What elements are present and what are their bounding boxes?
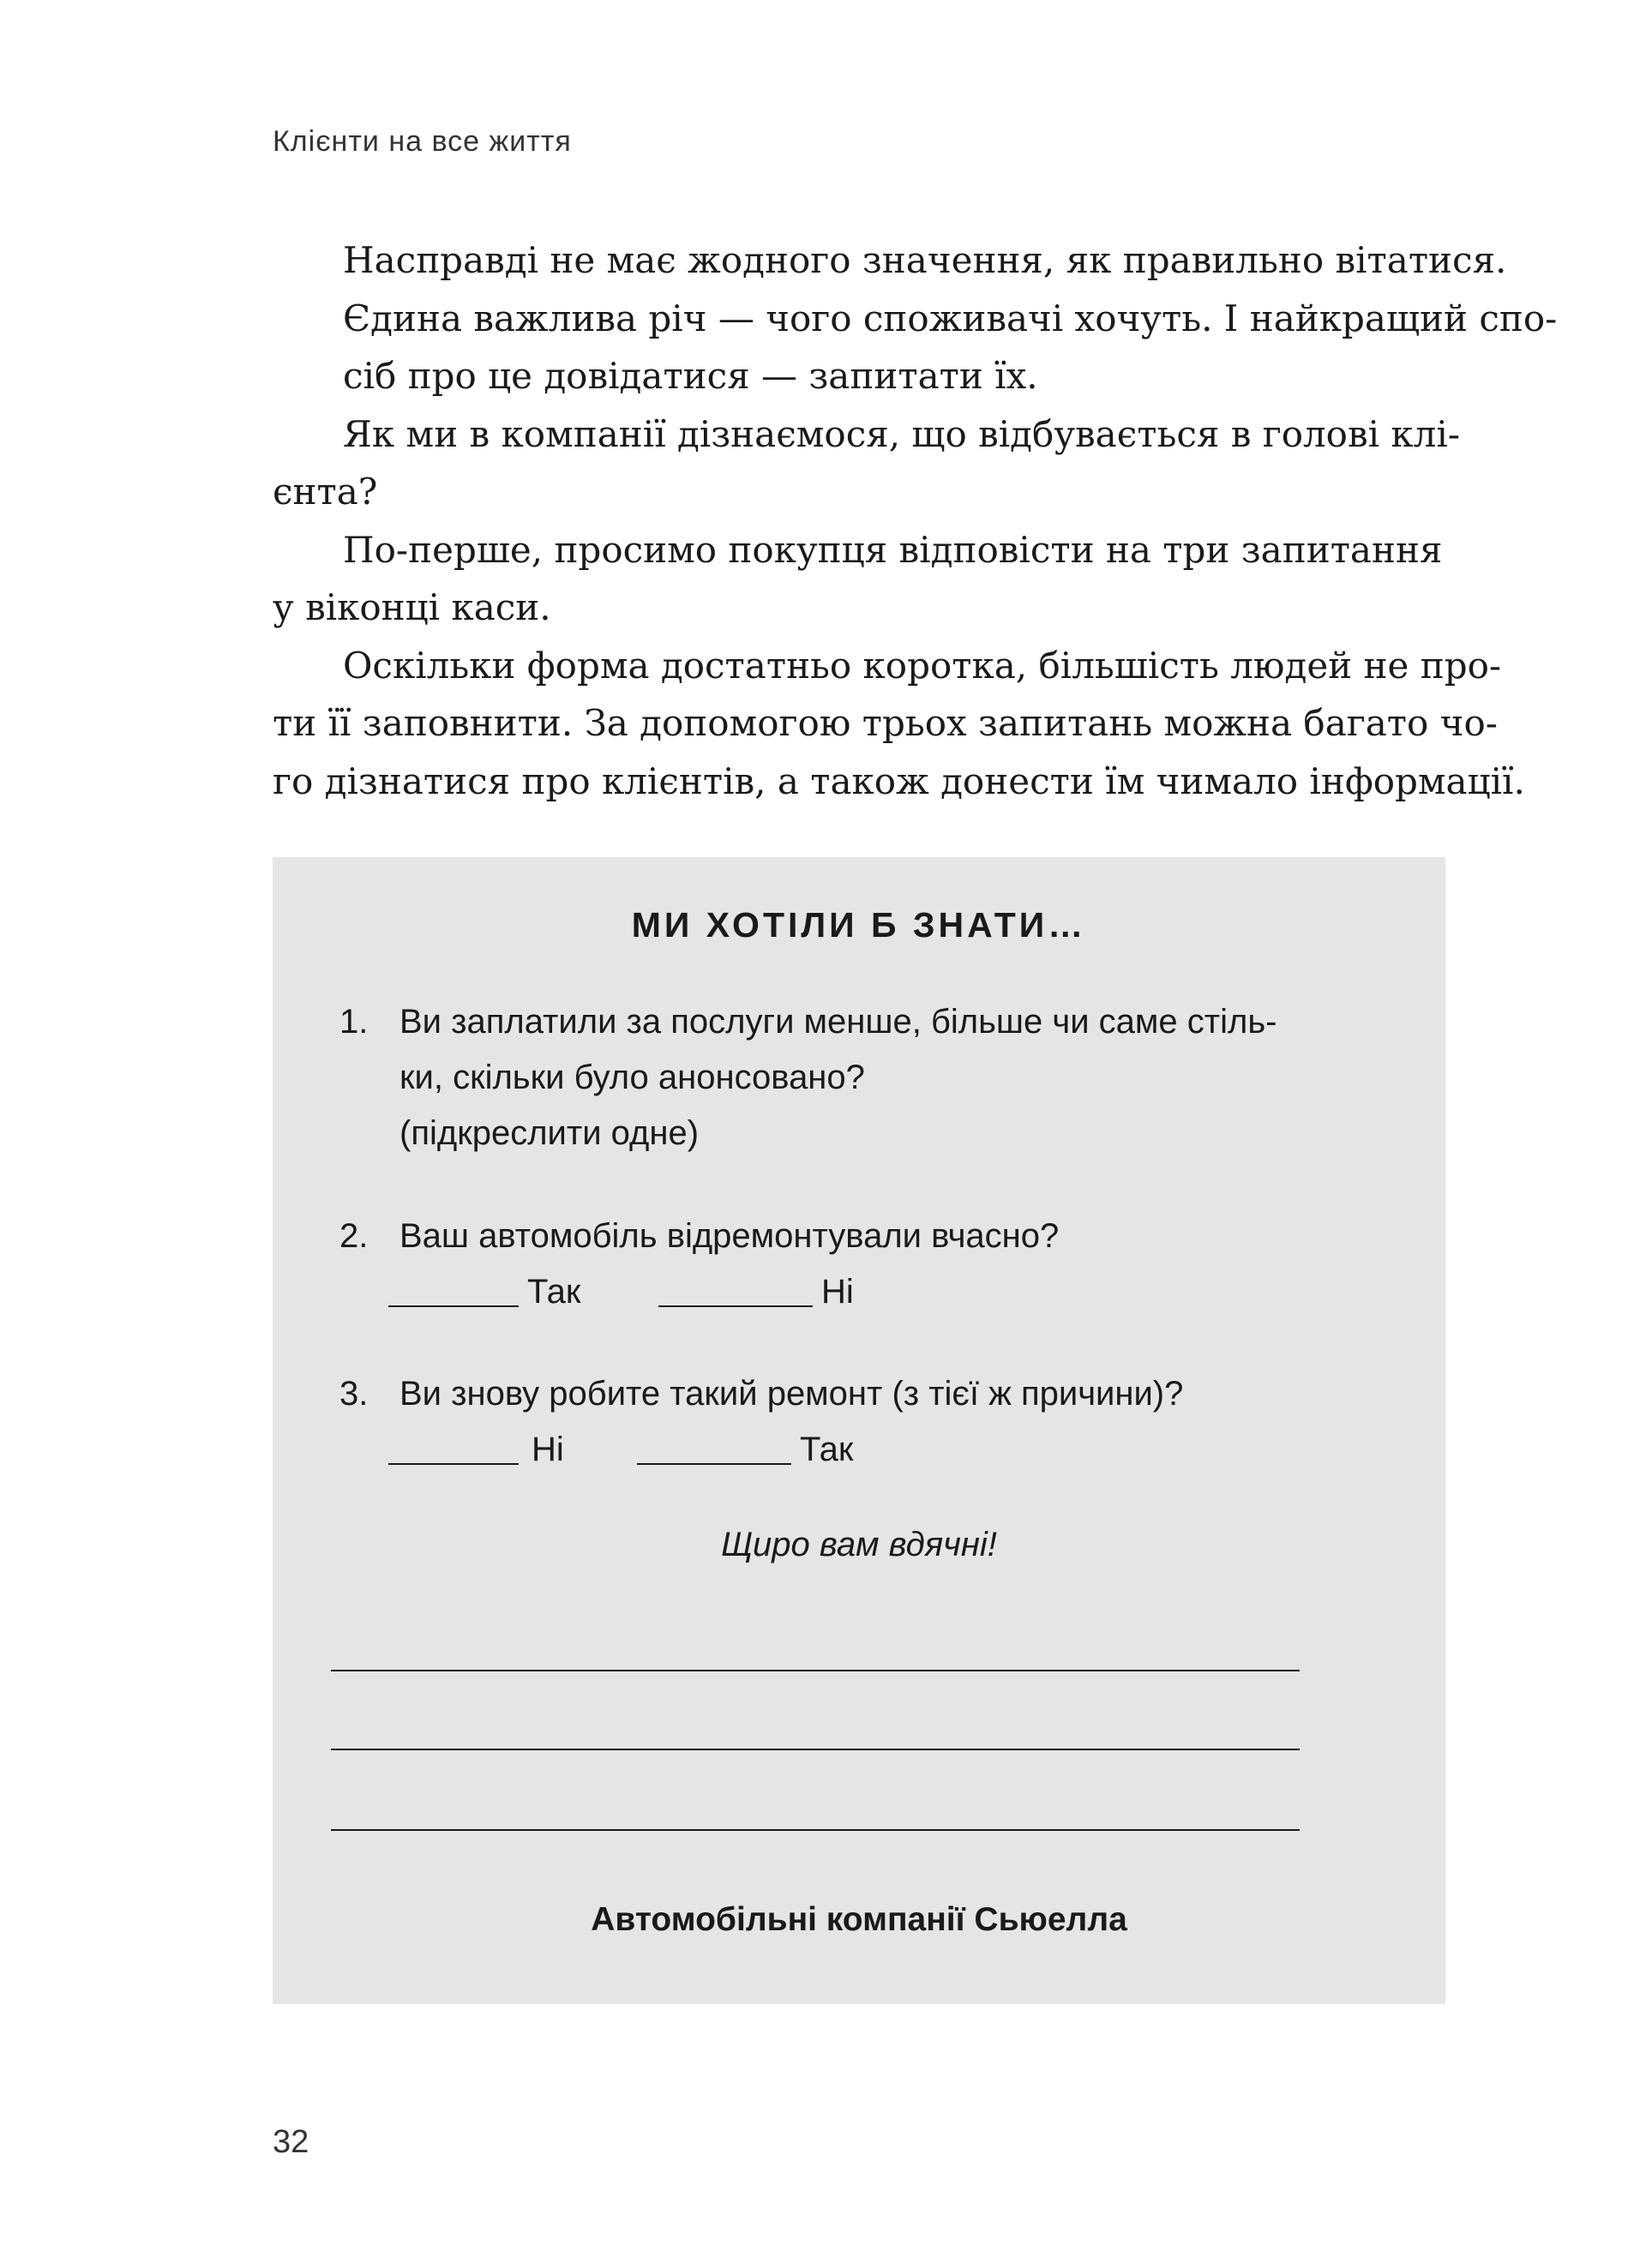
paragraph-line: у віконці каси. — [273, 586, 551, 628]
question-text — [399, 994, 1394, 1161]
paragraph-line: По-перше, просимо покупця відповісти на три запитання — [343, 528, 1443, 571]
question-line: (підкреслити одне) — [399, 1114, 700, 1152]
question-line: Ваш автомобіль відремонтували вчасно? — [399, 1217, 1060, 1255]
paragraph-line: го дізнатися про клієнтів, а також донести їм чимало інформації. — [273, 759, 1525, 802]
answer-blank[interactable] — [637, 1463, 791, 1465]
running-head: Клієнти на все життя — [273, 125, 572, 158]
paragraph-line: єнта? — [273, 471, 378, 513]
form-title: МИ ХОТІЛИ Б ЗНАТИ… — [631, 905, 1087, 945]
paragraph-line: ти її заповнити. За допомогою трьох запитань можна багато чо- — [273, 702, 1498, 744]
write-in-line[interactable] — [331, 1829, 1300, 1831]
thanks-text: Щиро вам вдячні! — [721, 1526, 997, 1563]
write-in-line[interactable] — [331, 1670, 1300, 1671]
question-text — [399, 1366, 1394, 1422]
answer-label: Ні — [821, 1273, 854, 1311]
company-name: Автомобільні компанії Сьюелла — [591, 1901, 1127, 1938]
page-number: 32 — [273, 2124, 309, 2160]
answer-options — [388, 1422, 1160, 1478]
paragraph-3 — [273, 521, 1452, 637]
question-line: ки, скільки було анонсовано? — [399, 1059, 865, 1096]
question-number: 3. — [339, 1375, 369, 1413]
survey-form-box — [273, 857, 1445, 2004]
question-number: 2. — [339, 1217, 369, 1255]
answer-options — [388, 1264, 1160, 1320]
question-line: Ви заплатили за послуги менше, більше чи саме стіль- — [399, 1003, 1277, 1041]
answer-label: Так — [527, 1273, 581, 1311]
question-number: 1. — [339, 1003, 369, 1041]
paragraph-line: Насправді не має жодного значення, як правильно вітатися. — [343, 239, 1507, 281]
write-in-line[interactable] — [331, 1749, 1300, 1750]
paragraph-1 — [273, 231, 1558, 405]
answer-blank[interactable] — [388, 1305, 519, 1307]
paragraph-line: Єдина важлива річ — чого споживачі хочуть. І найкращий спо- — [343, 297, 1558, 339]
paragraph-line: Як ми в компанії дізнаємося, що відбувається в голові клі- — [343, 412, 1460, 455]
body-text — [273, 231, 1558, 810]
answer-blank[interactable] — [658, 1305, 813, 1307]
answer-label: Ні — [532, 1431, 564, 1468]
paragraph-line: Оскільки форма достатньо коротка, більшість людей не про- — [343, 644, 1502, 687]
answer-label: Так — [800, 1431, 854, 1468]
answer-blank[interactable] — [388, 1463, 519, 1465]
question-text — [399, 1209, 1394, 1264]
paragraph-2 — [273, 405, 1460, 521]
paragraph-4 — [273, 637, 1525, 811]
question-line: Ви знову робите такий ремонт (з тієї ж причини)? — [399, 1375, 1184, 1413]
paragraph-line: сіб про це довідатися — запитати їх. — [343, 355, 1038, 397]
